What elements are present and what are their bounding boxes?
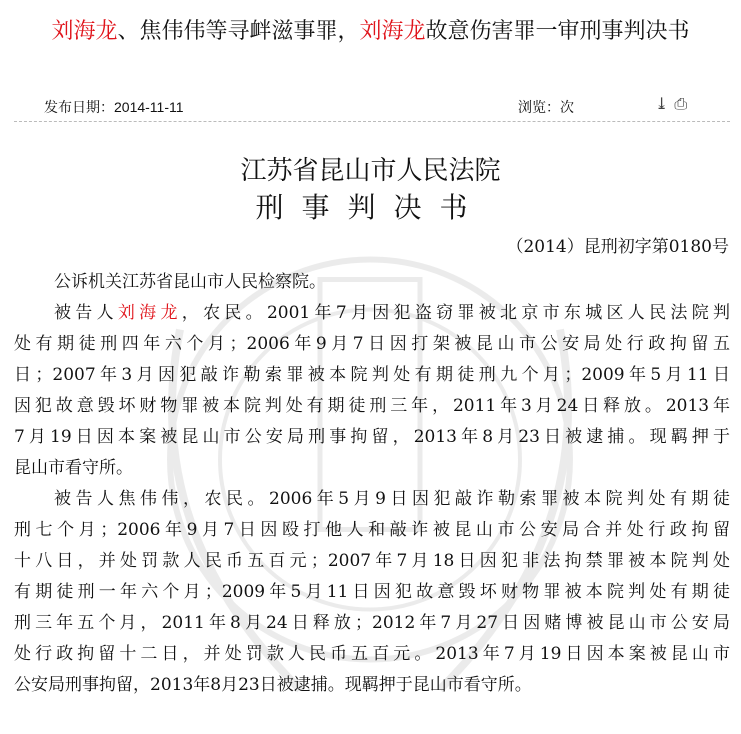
- view-count: 浏览：次: [518, 99, 574, 115]
- text-line: 被告人焦伟伟，农民。2006年5月9日因犯敲诈勒索罪被本院判处有期徒: [54, 489, 730, 509]
- document-body: [14, 267, 730, 701]
- text-line: 刑三年五个月，2011年8月24日释放；2012年7月27日因赌博被昆山市公安局: [14, 613, 730, 633]
- text-line: 公安局刑事拘留，2013年8月23日被逮捕。现羁押于昆山市看守所。: [14, 675, 532, 695]
- text-line: 被告人刘海龙，农民。2001年7月因犯盗窃罪被北京市东城区人民法院判: [54, 303, 730, 323]
- text-line: 公诉机关江苏省昆山市人民检察院。: [54, 272, 326, 292]
- case-number: （2014）昆刑初字第0180号: [506, 237, 729, 257]
- paragraph: [14, 298, 730, 484]
- text-line: 日；2007年3月因犯敲诈勒索罪被本院判处有期徒刑九个月；2009年5月11日: [14, 365, 730, 385]
- text-line: 昆山市看守所。: [14, 458, 133, 478]
- title-part: 、焦伟伟等寻衅滋事罪，: [117, 19, 360, 44]
- paragraph: [14, 267, 730, 298]
- title-part: 故意伤害罪一审刑事判决书: [425, 19, 690, 44]
- text-line: 处行政拘留十二日，并处罚款人民币五百元。2013年7月19日因本案被昆山市: [14, 644, 730, 664]
- publish-date: 发布日期：2014-11-11: [44, 99, 184, 115]
- text-line: 7月19日因本案被昆山市公安局刑事拘留，2013年8月23日被逮捕。现羁押于: [14, 427, 730, 447]
- title-part: 刘海龙: [51, 19, 118, 44]
- text-line: 因犯故意毁坏财物罪被本院判处有期徒刑三年，2011年3月24日释放。2013年: [14, 396, 730, 416]
- text-line: 有期徒刑一年六个月；2009年5月11日因犯故意毁坏财物罪被本院判处有期徒: [14, 582, 730, 602]
- download-icon[interactable]: ⤓: [655, 94, 669, 113]
- title-part: 刘海龙: [359, 19, 426, 44]
- text-line: 十八日，并处罚款人民币五百元；2007年7月18日因犯非法拘禁罪被本院判处: [14, 551, 730, 571]
- text-line: 刑七个月；2006年9月7日因殴打他人和敲诈被昆山市公安局合并处行政拘留: [14, 520, 730, 540]
- print-icon[interactable]: ⎙: [674, 94, 688, 113]
- text-line: 处有期徒刑四年六个月；2006年9月7日因打架被昆山市公安局处行政拘留五: [14, 334, 730, 354]
- court-name: 江苏省昆山市人民法院: [240, 156, 501, 186]
- paragraph: [14, 484, 730, 701]
- divider: [14, 121, 730, 122]
- page-title: [0, 14, 741, 45]
- defendant-name: 刘海龙: [117, 303, 182, 323]
- document-type: 刑事判决书: [255, 191, 486, 224]
